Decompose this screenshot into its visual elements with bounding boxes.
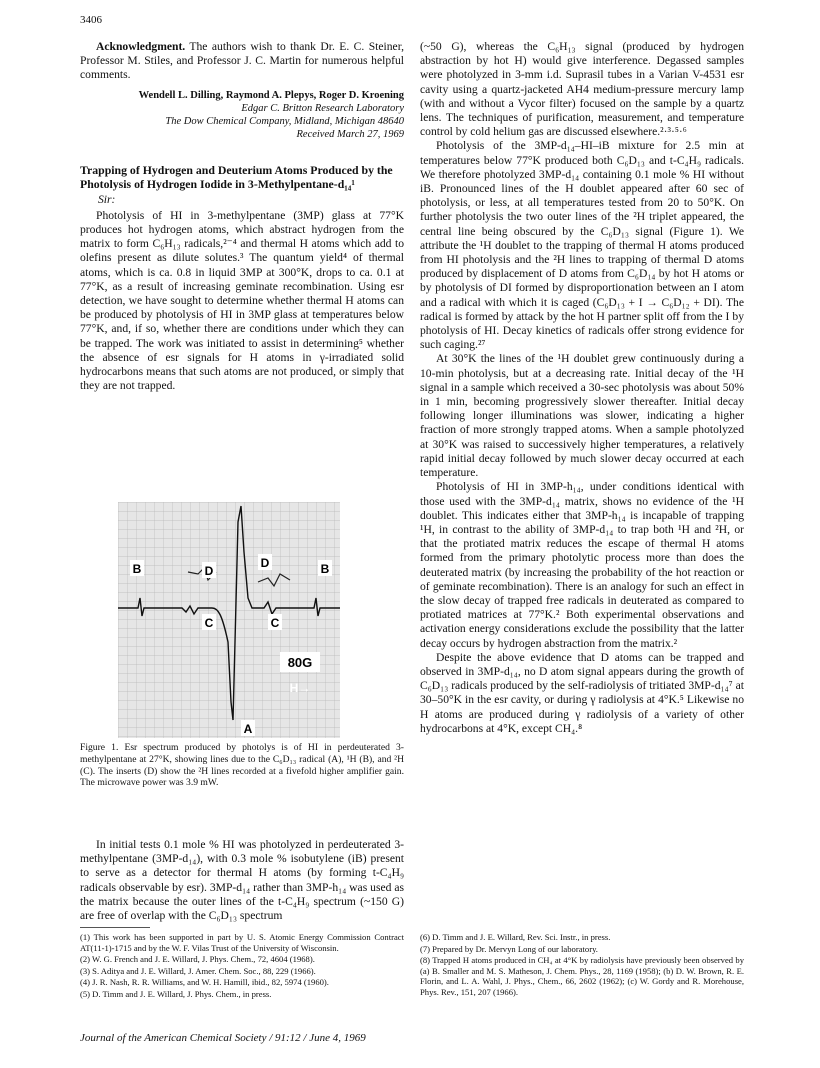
right-paragraph: At 30°K the lines of the ¹H doublet grew continuously during a 10-min photolysis, but at a decreasing rate. Initial decay of the ¹H signal in a sample which received a 30-sec photolysis was about 50% in 1 min, becoming progressively slower thereafter. Initial decay following longer illuminations was slower, indicating a higher fraction of more strongly trapped atoms. When a sample photolyzed at 30°K was raised to successively higher temperatures, a relatively rapid initial decay followed by much slower decay occurred at each temperature. xyxy=(420,352,744,480)
footnotes-right xyxy=(420,932,744,999)
left-lower-paragraph: In initial tests 0.1 mole % HI was photolyzed in perdeuterated 3-methylpentane (3MP-d₁₄), with 0.3 mole % isobutylene (iB) present to serve as a detector for thermal H atoms (by forming t-C₄H₉ radicals observable by esr). 3MP-d₁₄ rather than 3MP-h₁₄ was used as the matrix because the outer lines of the t-C₄H₉ spectrum (~150 G) are free of overlap with the C₆D₁₃ spectrum xyxy=(80,838,404,923)
footnote: (4) J. R. Nash, R. R. Williams, and W. H. Hamill, ibid., 82, 5974 (1960). xyxy=(80,977,329,988)
right-paragraph: Despite the above evidence that D atoms can be trapped and observed in 3MP-d₁₄, no D atom signal appears during the growth of C₆D₁₃ radicals produced by the self-radiolysis of tritiated 3MP-d₁₄⁷ at 30–50°K in the esr cavity, or during γ radiolysis at 4°K.⁵ Likewise no H atoms are produced during γ radiolysis of a variety of other hydrocarbons at 4°K, except CH₄.⁸ xyxy=(420,650,744,735)
lab-name: Edgar C. Britton Research Laboratory xyxy=(241,102,404,114)
figure-label-c: C xyxy=(270,616,280,630)
footnote: (1) This work has been supported in part by U. S. Atomic Energy Commission Contract AT(11-1)-1715 and by the W. F. Vilas Trust of the University of Wisconsin. xyxy=(80,932,404,953)
figure-label-d: D xyxy=(260,556,270,570)
acknowledgment xyxy=(80,40,404,83)
figure-caption: Figure 1. Esr spectrum produced by photolys is of HI in perdeuterated 3-methylpentane at 27°K, showing lines due to the C₆D₁₃ radical (A), ¹H (B), and ²H (C). The inserts (D) show the ²H lines recorded at a fivefold higher amplifier gain. The microwave power was 3.9 mW. xyxy=(80,742,404,789)
article-title: Trapping of Hydrogen and Deuterium Atoms Produced by the Photolysis of Hydrogen Iodide in 3-Methylpentane-d₁₄¹ xyxy=(80,162,393,191)
page-number: 3406 xyxy=(80,14,102,26)
footnote: (7) Prepared by Dr. Mervyn Long of our laboratory. xyxy=(420,943,598,954)
figure-label-b: B xyxy=(132,562,142,576)
footnote-rule xyxy=(80,927,150,928)
journal-footer: Journal of the American Chemical Society / 91:12 / June 4, 1969 xyxy=(80,1032,366,1044)
scale-label: 80G xyxy=(287,655,313,670)
footnote: (6) D. Timm and J. E. Willard, Rev. Sci. Instr., in press. xyxy=(420,932,611,942)
right-column xyxy=(420,40,744,736)
left-paragraph: Photolysis of HI in 3-methylpentane (3MP) glass at 77°K produces hot hydrogen atoms, which abstract hydrogen from the matrix to form C₆H₁₃ radicals,²⁻⁴ and thermal H atoms which add to olefins present as dilute solutes.³ The quantum yield⁴ of thermal atoms, which is ca. 0.8 in liquid 3MP at 300°K, drops to ca. 0.1 at 77°K, as a result of increasing geminate recombination. Using esr detection, we have sought to determine whether thermal H atoms can be produced by photolysis of HI in 3MP glass at temperatures below 77°K, and, if so, whether there are conditions under which they can be trapped. The work was initiated to assist in determining⁵ whether the absence of esr signals for H atoms in γ-irradiated solid hydrocarbons means that such atoms are not produced, or simply that they are not trapped. xyxy=(80,208,404,393)
left-column xyxy=(80,40,404,393)
footnote: (2) W. G. French and J. E. Willard, J. Phys. Chem., 72, 4604 (1968). xyxy=(80,954,315,965)
salutation: Sir: xyxy=(98,192,116,206)
field-direction-label: H→ xyxy=(289,681,311,695)
footnotes-left xyxy=(80,932,404,1001)
figure-label-a: A xyxy=(243,722,253,736)
footnote: (3) S. Aditya and J. E. Willard, J. Amer. Chem. Soc., 88, 229 (1966). xyxy=(80,965,316,976)
figure-label-c: C xyxy=(204,616,214,630)
right-paragraph: Photolysis of HI in 3MP-h₁₄, under conditions identical with those used with the 3MP-d₁₄ matrix, shows no evidence of the ¹H doublet. This indicates either that 3MP-h₁₄ is incapable of trapping ¹H, in contrast to the ability of 3MP-d₁₄ to trap both ¹H and ²H, or that the protiated matrix reduces the escape of thermal H atoms formed from the primary photolytic process more than does the deuterated matrix (by increasing the probability of the hot reaction or of geminate recombination). There is an analogy for such an effect in the slow decay of trapped free radicals in deuterated as compared to protiated matrices at 77°K.² Both experimental observations and activation energy considerations exclude the possibility that the latter decay occurs by hydrogen abstraction from the matrix.² xyxy=(420,480,744,650)
acknowledgment-text: The authors wish to thank Dr. E. C. Steiner, Professor M. Stiles, and Professor J. C. Martin for numerous helpful comments. xyxy=(80,40,404,82)
company-name: The Dow Chemical Company, Midland, Michigan 48640 xyxy=(165,115,404,127)
figure-label-d: D xyxy=(204,564,214,578)
figure-label-b: B xyxy=(320,562,330,576)
footnote: (5) D. Timm and J. E. Willard, J. Phys. Chem., in press. xyxy=(80,988,272,999)
received-date: Received March 27, 1969 xyxy=(296,128,404,140)
esr-spectrum-figure xyxy=(118,502,340,738)
right-paragraph: (~50 G), whereas the C₆H₁₃ signal (produced by hydrogen abstraction by hot H) would give interference. Degassed samples were photolyzed in 3-mm i.d. Suprasil tubes in a Varian V-4531 esr cavity using a quartz-jacketed AH4 medium-pressure mercury lamp (with and without a Vycor filter) focused on the sample by a quartz lens. The techniques of purification, measurement, and temperature control by cold helium gas are discussed elsewhere.²·³·⁵·⁶ xyxy=(420,40,744,139)
footnote: (8) Trapped H atoms produced in CH₄ at 4°K by radiolysis have previously been observed by (a) B. Smaller and M. S. Matheson, J. Chem. Phys., 28, 1169 (1958); (b) D. W. Brown, R. E. Florin, and L. A. Wahl, J. Phys., Chem., 66, 2602 (1962); (c) W. Gordy and R. Morehouse, Phys. Rev., 151, 207 (1966). xyxy=(420,955,744,997)
esr-spectrum-image xyxy=(118,502,340,738)
acknowledgment-heading: Acknowledgment. xyxy=(96,40,186,53)
author-list: Wendell L. Dilling, Raymond A. Plepys, Roger D. Kroening xyxy=(138,89,404,101)
right-paragraph: Photolysis of the 3MP-d₁₄–HI–iB mixture for 2.5 min at temperatures below 77°K produced both C₆D₁₃ and t-C₄H₉ radicals. We therefore photolyzed 3MP-d₁₄ containing 0.1 mole % HI without iB. Pronounced lines of the H doublet appeared after 60 sec of photolysis, or less, at all temperatures tested from 20 to 50°K. On further photolysis the two outer lines of the ²H triplet appeared, the central line being obscured by the C₆D₁₃ signal (Figure 1). We attribute the ¹H doublet to the trapping of thermal H atoms produced from HI photolysis and the ²H lines to trapping of thermal D atoms produced by displacement of D atoms from C₆D₁₄ by hot H atoms or by photolysis of DI formed by disproportionation between an I atom and a radical with which it is caged (C₆D₁₃ + I → C₆D₁₂ + DI). The radical is formed by attack by the hot H partner split off from the I by photolysis of HI. Decay kinetics of radicals offer strong evidence for such caging.²⁷ xyxy=(420,139,744,352)
left-column-lower xyxy=(80,838,404,923)
